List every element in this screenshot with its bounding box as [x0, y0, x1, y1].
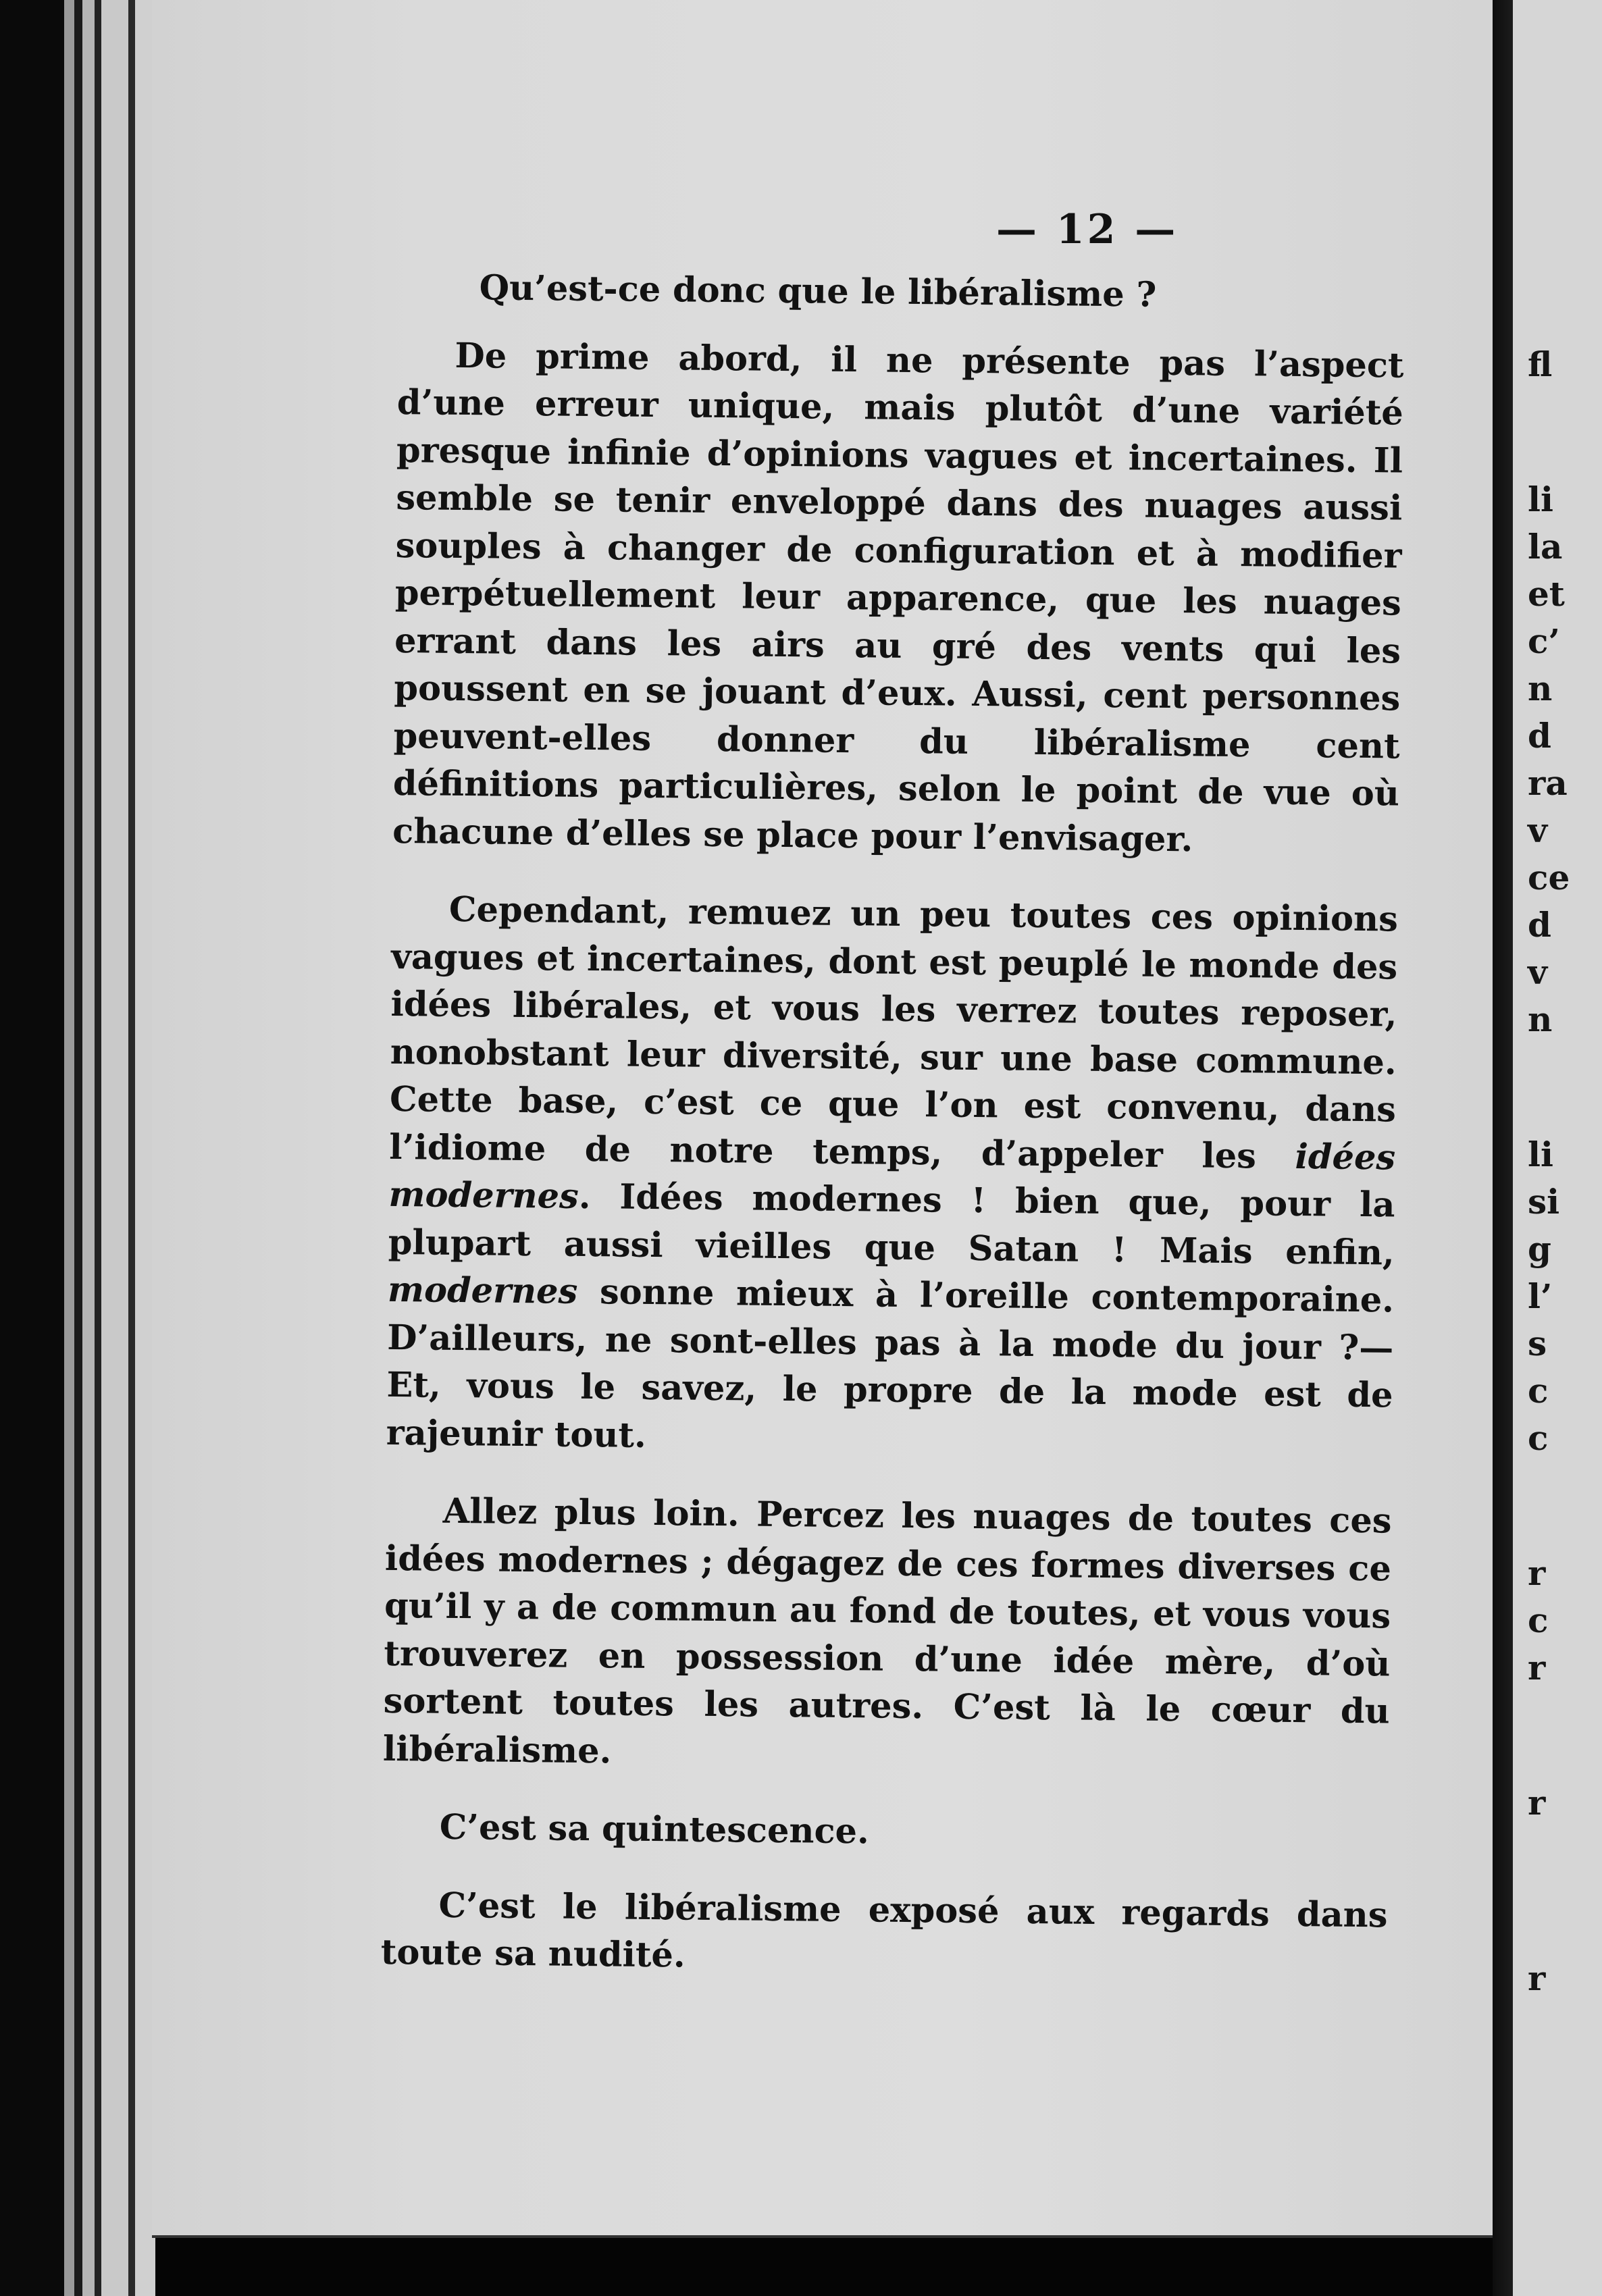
- facing-page-letter-fragment: li: [1528, 479, 1553, 519]
- paragraph-2-text-a: Cependant, remuez un peu toutes ces opinions vagues et incertaines, dont est peuplé le monde des idées libérales, et vous les verrez toutes reposer, nonobstant leur diversité, sur une base commune. Cette base, c’est ce que l’on est convenu, dans l’idiome de notre temps, d’appeler les: [388, 889, 1399, 1177]
- facing-page-fragment: [1513, 0, 1602, 2296]
- facing-page-letter-fragment: c: [1528, 1600, 1549, 1640]
- facing-page-letter-fragment: n: [1528, 669, 1553, 708]
- paragraph-2-italic-modernes: modernes: [387, 1269, 578, 1312]
- paragraph-4: C’est sa quintescence.: [439, 1806, 870, 1852]
- facing-page-letter-fragment: d: [1528, 716, 1551, 756]
- facing-page-letter-fragment: c: [1528, 1371, 1549, 1411]
- facing-page-letter-fragment: v: [1528, 952, 1548, 992]
- facing-page-letter-fragment: r: [1528, 1783, 1546, 1823]
- paragraph-5: C’est le libéralisme exposé aux regards dans toute sa nudité.: [380, 1885, 1388, 1976]
- facing-page-letter-fragment: li: [1528, 1134, 1553, 1174]
- facing-page-letter-fragment: c: [1528, 1418, 1549, 1458]
- facing-page-letter-fragment: n: [1528, 999, 1553, 1039]
- paragraph-2-text-c: sonne mieux à l’oreille contemporaine. D’ailleurs, ne sont-elles pas à la mode du jour ?—Et, vous le savez, le propre de la mode est de rajeunir tout.: [386, 1271, 1395, 1456]
- opening-question: Qu’est-ce donc que le libéralisme ?: [479, 267, 1157, 315]
- page-body-text: [380, 263, 1404, 1987]
- facing-page-letter-fragment: r: [1528, 1553, 1546, 1593]
- facing-page-letter-fragment: v: [1528, 810, 1548, 850]
- paragraph-2-italic-idees-modernes: idées modernes: [388, 1136, 1396, 1217]
- facing-page-letter-fragment: g: [1528, 1229, 1551, 1269]
- facing-page-letter-fragment: c’: [1528, 621, 1560, 661]
- facing-page-letter-fragment: r: [1528, 1648, 1546, 1688]
- paragraph-1: De prime abord, il ne présente pas l’aspect d’une erreur unique, mais plutôt d’une variété presque infinie d’opinions vagues et incertaines. Il semble se tenir enveloppé dans des nuages aussi souples à changer de configuration et à modifier perpétuellement leur apparence, que les nuages errant dans les airs au gré des vents qui les poussent en se jouant d’eux. Aussi, cent personnes peuvent-elles donner du libéralisme cent définitions particulières, selon le point de vue où chacune d’elles se place pour l’envisager.: [392, 335, 1404, 860]
- facing-page-letter-fragment: la: [1528, 527, 1563, 567]
- paragraph-2: [386, 885, 1398, 1467]
- page-number: — 12 —: [996, 206, 1179, 253]
- facing-page-letter-fragment: fl: [1528, 344, 1553, 384]
- facing-page-letter-fragment: ra: [1528, 763, 1568, 803]
- facing-page-letter-fragment: et: [1528, 574, 1565, 614]
- facing-page-letter-fragment: d: [1528, 905, 1551, 945]
- facing-page-letter-fragment: si: [1528, 1182, 1560, 1222]
- paragraph-3: Allez plus loin. Percez les nuages de toutes ces idées modernes ; dégagez de ces formes diverses ce qu’il y a de commun au fond de toutes, et vous vous trouverez en possession d’une idée mère, d’où sortent toutes les autres. C’est là le cœur du libéralisme.: [382, 1490, 1392, 1771]
- facing-page-letter-fragment: s: [1528, 1324, 1547, 1363]
- book-gutter: [1493, 0, 1513, 2296]
- facing-page-letter-fragment: r: [1528, 1958, 1546, 1998]
- facing-page-letter-fragment: l’: [1528, 1276, 1553, 1316]
- book-page-edges: [0, 0, 155, 2296]
- facing-page-letter-fragment: ce: [1528, 858, 1570, 897]
- paragraph-2-text-b: . Idées modernes ! bien que, pour la plupart aussi vieilles que Satan ! Mais enfin,: [388, 1176, 1395, 1274]
